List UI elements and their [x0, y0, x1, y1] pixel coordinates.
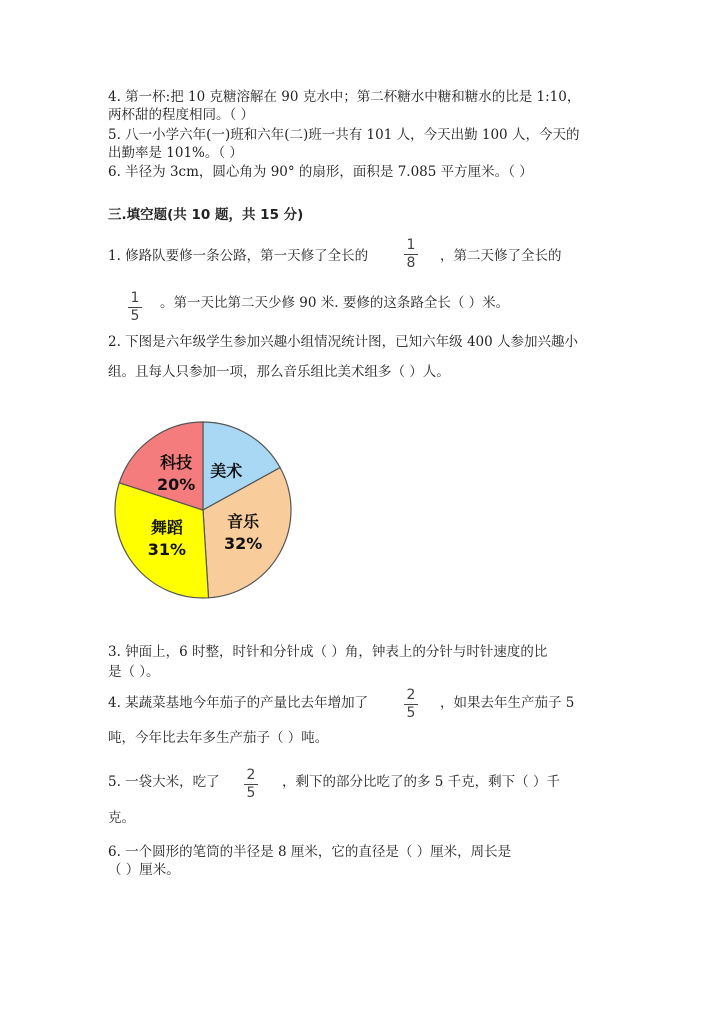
q3-line2: 是（ ）。 [108, 664, 160, 680]
pie-label-4: 科技 [160, 452, 193, 472]
pie-label-2: 音乐 [227, 512, 260, 532]
section3-heading: 三.填空题(共 10 题，共 15 分) [108, 207, 304, 223]
fraction-numerator: 1 [406, 237, 416, 253]
q6-line1: 6. 一个圆形的笔筒的半径是 8 厘米，它的直径是（ ）厘米，周长是 [108, 844, 512, 860]
q4-fraction-2-5 [404, 688, 418, 721]
q2-line1: 2. 下图是六年级学生参加兴趣小组情况统计图，已知六年级 400 人参加兴趣小 [108, 334, 579, 350]
q4-line2: 吨，今年比去年多生产茄子（ ）吨。 [108, 730, 329, 746]
q5-line1-b: ，剩下的部分比吃了的多 5 千克，剩下（ ）千 [282, 774, 560, 790]
fraction-numerator: 2 [246, 767, 256, 783]
q3-line1: 3. 钟面上，6 时整，时针和分针成（ ）角，钟表上的分针与时针速度的比 [108, 644, 548, 660]
q6-line2: （ ）厘米。 [108, 862, 180, 878]
pie-value-4: 20% [156, 474, 196, 494]
fraction-numerator: 1 [130, 290, 140, 306]
pie-value-2: 32% [223, 534, 263, 554]
pie-value-3: 31% [147, 540, 186, 560]
q5-judge-line1: 5. 八一小学六年(一)班和六年(二)班一共有 101 人，今天出勤 100 人，今天的 [108, 127, 580, 143]
q1-fraction-1-5 [128, 291, 142, 324]
fraction-denominator: 8 [406, 255, 416, 271]
q4-judge-line2: 两杯甜的程度相同。（ ） [108, 107, 255, 123]
q1-line1-b: ，第二天修了全长的 [440, 248, 562, 264]
q5-line2: 克。 [108, 810, 135, 826]
pie-label-3: 舞蹈 [150, 518, 183, 538]
q1-fraction-1-8 [404, 238, 418, 271]
q5-fraction-2-5 [244, 768, 258, 801]
fraction-numerator: 2 [406, 687, 416, 703]
fraction-denominator: 5 [130, 308, 140, 324]
interest-group-pie-chart [108, 415, 298, 605]
q5-judge-line2: 出勤率是 101%。（ ） [108, 145, 243, 161]
q1-line1-a: 1. 修路队要修一条公路，第一天修了全长的 [108, 248, 369, 264]
q2-line2: 组。且每人只参加一项，那么音乐组比美术组多（ ）人。 [108, 364, 450, 380]
fraction-denominator: 5 [246, 785, 256, 801]
q4-judge-line1: 4. 第一杯:把 10 克糖溶解在 90 克水中；第二杯糖水中糖和糖水的比是 1:10， [108, 89, 581, 105]
q4-line1-a: 4. 某蔬菜基地今年茄子的产量比去年增加了 [108, 695, 369, 711]
pie-label-1: 美术 [210, 461, 243, 481]
q5-line1-a: 5. 一袋大米，吃了 [108, 774, 220, 790]
fraction-denominator: 5 [406, 705, 416, 721]
q1-line2: 。第一天比第二天少修 90 米. 要修的这条路全长（ ）米。 [160, 295, 510, 311]
q4-line1-b: ，如果去年生产茄子 5 [440, 695, 575, 711]
q6-judge-line1: 6. 半径为 3cm，圆心角为 90° 的扇形，面积是 7.085 平方厘米。（ ） [108, 164, 533, 180]
